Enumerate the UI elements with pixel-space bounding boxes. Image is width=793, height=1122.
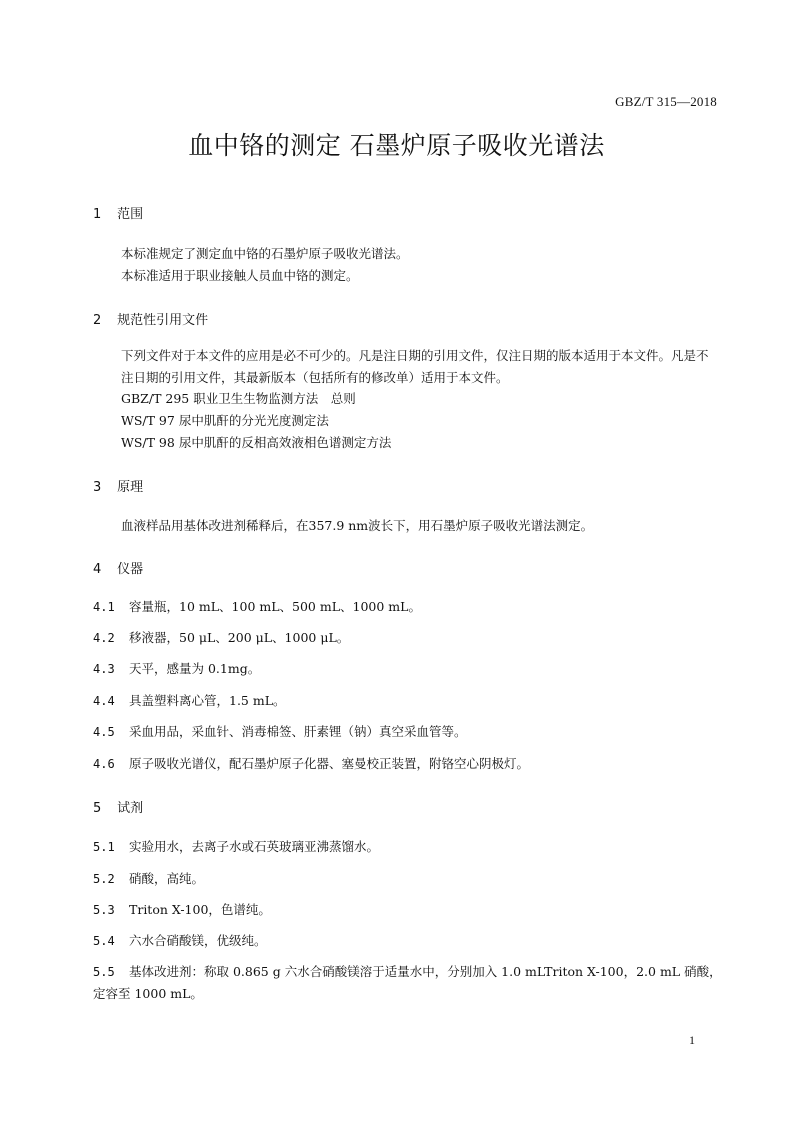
reagent-item: [93, 868, 723, 890]
scope-paragraph-1: 本标准规定了测定血中铬的石墨炉原子吸收光谱法。: [121, 246, 409, 261]
clause-number: 4.4: [93, 694, 115, 708]
reagent-item: [93, 836, 723, 858]
apparatus-item: [93, 721, 723, 743]
clause-text: 天平，感量为 0.1mg。: [129, 661, 261, 676]
clause-number: 5.5: [93, 965, 115, 979]
section-heading-normative-references: [93, 309, 208, 328]
section-number: 3: [93, 480, 102, 495]
clause-text: 移液器，50 μL、200 μL、1000 μL。: [129, 630, 350, 645]
apparatus-item: [93, 753, 723, 775]
clause-text: 具盖塑料离心管，1.5 mL。: [129, 693, 286, 708]
reference-item: WS/T 97 尿中肌酐的分光光度测定法: [121, 413, 329, 428]
section-heading-apparatus: [93, 558, 143, 577]
references-intro-text: 下列文件对于本文件的应用是必不可少的。凡是注日期的引用文件，仅注日期的版本适用于本文件。凡是不注日期的引用文件，其最新版本（包括所有的修改单）适用于本文件。: [121, 348, 709, 385]
apparatus-item: [93, 596, 723, 618]
section-title: 原理: [117, 480, 144, 495]
reference-item: WS/T 98 尿中肌酐的反相高效液相色谱测定方法: [121, 435, 392, 450]
clause-text: 容量瓶，10 mL、100 mL、500 mL、1000 mL。: [129, 599, 421, 614]
clause-text: 采血用品，采血针、消毒棉签、肝素锂（钠）真空采血管等。: [129, 724, 467, 739]
section-title: 仪器: [117, 562, 144, 577]
reagent-item: [93, 930, 723, 952]
clause-text: 原子吸收光谱仪，配石墨炉原子化器、塞曼校正装置，附铬空心阴极灯。: [129, 756, 530, 771]
page-number: 1: [689, 1033, 695, 1047]
clause-number: 4.5: [93, 725, 115, 739]
standard-code: GBZ/T 315—2018: [615, 94, 717, 109]
section-heading-scope: [93, 203, 143, 222]
apparatus-item: [93, 690, 723, 712]
clause-text: Triton X-100，色谱纯。: [129, 902, 271, 917]
clause-number: 4.2: [93, 631, 115, 645]
clause-number: 4.6: [93, 757, 115, 771]
section-title: 范围: [117, 207, 144, 222]
section-number: 5: [93, 801, 102, 816]
section-number: 2: [93, 313, 102, 328]
clause-text: 基体改进剂：称取 0.865 g 六水合硝酸镁溶于适量水中，分别加入 1.0 mLTriton X-100，2.0 mL 硝酸，定容至 1000 mL。: [93, 964, 722, 1001]
apparatus-item: [93, 627, 723, 649]
clause-number: 5.1: [93, 840, 115, 854]
clause-text: 六水合硝酸镁，优级纯。: [129, 933, 267, 948]
section-number: 4: [93, 562, 102, 577]
section-heading-principle: [93, 476, 143, 495]
references-intro: [93, 345, 718, 389]
reference-item: GBZ/T 295 职业卫生生物监测方法 总则: [121, 391, 356, 406]
section-title: 试剂: [117, 801, 144, 816]
scope-paragraph-2: 本标准适用于职业接触人员血中铬的测定。: [121, 268, 359, 283]
clause-text: 实验用水，去离子水或石英玻璃亚沸蒸馏水。: [129, 839, 380, 854]
clause-number: 5.3: [93, 903, 115, 917]
apparatus-item: [93, 658, 723, 680]
document-title: 血中铬的测定 石墨炉原子吸收光谱法: [188, 131, 605, 160]
principle-text: 血液样品用基体改进剂稀释后，在357.9 nm波长下，用石墨炉原子吸收光谱法测定。: [121, 518, 594, 533]
section-heading-reagents: [93, 797, 143, 816]
section-title: 规范性引用文件: [117, 313, 209, 328]
reagent-item: [93, 961, 723, 1005]
clause-number: 4.3: [93, 662, 115, 676]
clause-number: 5.2: [93, 872, 115, 886]
clause-number: 4.1: [93, 600, 115, 614]
reagent-item: [93, 899, 723, 921]
clause-text: 硝酸，高纯。: [129, 871, 205, 886]
section-number: 1: [93, 207, 102, 222]
clause-number: 5.4: [93, 934, 115, 948]
